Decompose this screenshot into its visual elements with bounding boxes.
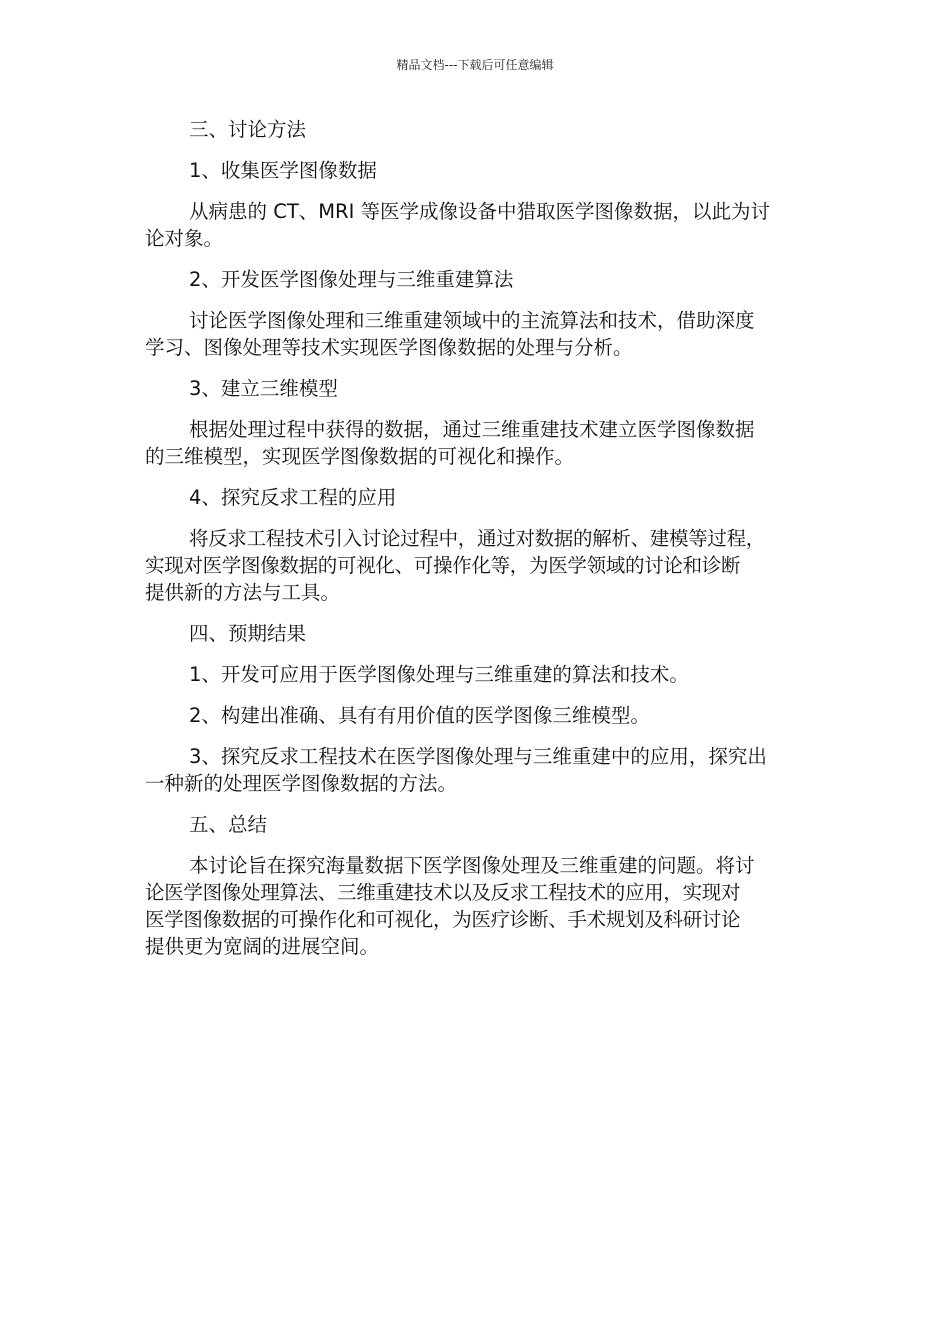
- paragraph-line: 医学图像数据的可操作化和可视化，为医疗诊断、手术规划及科研讨论: [145, 908, 741, 931]
- paragraph-line: 本讨论旨在探究海量数据下医学图像处理及三维重建的问题。将讨: [189, 854, 755, 877]
- section-heading-summary: 五、总结: [189, 813, 268, 836]
- paragraph-line: 学习、图像处理等技术实现医学图像数据的处理与分析。: [145, 336, 633, 359]
- subheading-build-model: 3、建立三维模型: [189, 377, 338, 400]
- paragraph-line: 论对象。: [145, 227, 224, 250]
- paragraph-line: 提供更为宽阔的进展空间。: [145, 935, 380, 958]
- paragraph-summary: [145, 852, 807, 960]
- paragraph-line: 的三维模型，实现医学图像数据的可视化和操作。: [145, 445, 575, 468]
- result-item-1: 1、开发可应用于医学图像处理与三维重建的算法和技术。: [189, 663, 689, 686]
- result-item-2: 2、构建出准确、具有有用价值的医学图像三维模型。: [189, 704, 650, 727]
- paragraph-line: 3、探究反求工程技术在医学图像处理与三维重建中的应用，探究出: [189, 745, 767, 768]
- document-body: [145, 116, 807, 974]
- paragraph-line: 一种新的处理医学图像数据的方法。: [145, 772, 458, 795]
- subheading-collect-data: 1、收集医学图像数据: [189, 159, 377, 182]
- paragraph-line: 根据处理过程中获得的数据，通过三维重建技术建立医学图像数据: [189, 418, 755, 441]
- subheading-develop-algorithms: 2、开发医学图像处理与三维重建算法: [189, 268, 514, 291]
- section-heading-expected-results: 四、预期结果: [189, 622, 307, 645]
- paragraph-reverse-engineering: [145, 525, 807, 606]
- paragraph-collect-data: [145, 198, 807, 252]
- paragraph-line: 实现对医学图像数据的可视化、可操作化等，为医学领域的讨论和诊断: [145, 554, 741, 577]
- section-heading-methods: 三、讨论方法: [189, 118, 307, 141]
- paragraph-build-model: [145, 416, 807, 470]
- paragraph-develop-algorithms: [145, 307, 807, 361]
- result-item-3: [145, 743, 807, 797]
- paragraph-line: 将反求工程技术引入讨论过程中，通过对数据的解析、建模等过程，: [189, 527, 766, 550]
- paragraph-line: 提供新的方法与工具。: [145, 581, 341, 604]
- subheading-reverse-engineering: 4、探究反求工程的应用: [189, 486, 397, 509]
- paragraph-line: 讨论医学图像处理和三维重建领域中的主流算法和技术，借助深度: [189, 309, 755, 332]
- paragraph-line: 论医学图像处理算法、三维重建技术以及反求工程技术的应用，实现对: [145, 881, 741, 904]
- paragraph-line: 从病患的 CT、MRI 等医学成像设备中猎取医学图像数据，以此为讨: [189, 200, 771, 223]
- page-header: 精品文档---下载后可任意编辑: [396, 58, 554, 72]
